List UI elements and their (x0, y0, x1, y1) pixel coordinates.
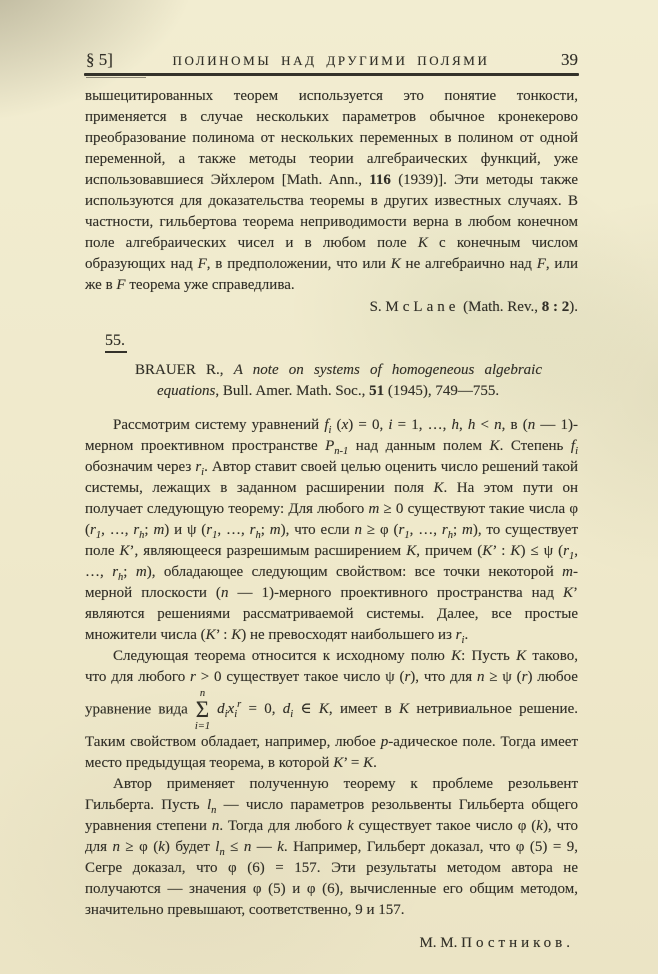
sum-lower-limit: i=1 (194, 720, 211, 732)
reviewer-initials: М. М. (419, 934, 458, 951)
reference-citation: BRAUER R., A note on systems of homogeneous algebraic equations, Bull. Amer. Math. Soc., 51 (1945), 749—755. (135, 362, 542, 399)
running-title: ПОЛИНОМЫ НАД ДРУГИМИ ПОЛЯМИ (172, 53, 490, 68)
page-number: 39 (560, 50, 578, 69)
reviewer-name: Постников. (461, 934, 574, 951)
header-rule (84, 73, 579, 76)
entry-number-block (105, 332, 578, 353)
paragraph-2-before-formula: Следующая теорема относится к исходному полю K: Пусть K таково, что для любого r > 0 существует такое число ψ (r), что для n ≥ ψ (r) любое уравнение вида (85, 648, 579, 718)
review-55-paragraph-3: Автор применяет полученную теорему к проблеме резольвент Гильберта. Пусть $l_n$ — число параметров резольвенты Гильберта общего уравнения степени n. Тогда для любого k существует такое число φ (k), что для n ≥ φ (k) будет $l_n \le n$ — k. Например, Гильберт доказал, что φ (5) = 9, Сегре доказал, что φ (6) = 157. Эти результаты методом автора не получаются — значения φ (5) и φ (6), вычисленные его общим методом, значительно превышают, соответственно, 9 и 157. (85, 775, 578, 918)
sum-upper-limit: n (199, 688, 206, 699)
summation-formula (195, 688, 210, 732)
reviewer-initial: S. (369, 299, 382, 315)
sigma-symbol: Σ (195, 697, 210, 723)
review-source: (Math. Rev., 8 : 2). (463, 299, 578, 315)
section-marker: § 5] (86, 50, 113, 69)
paragraph-2-after-formula: $d_ix_i^r = 0$, $d_i$ ∈ K, имеет в K нетривиальное решение. Таким свойством обладает, например, любое p-адическое поле. Тогда имеет место предыдущая теорема, в которой K’ = K. (85, 699, 578, 771)
review-55-paragraph-2 (85, 646, 578, 774)
review-55-signature (85, 935, 578, 952)
review-54-closing-paragraph: вышецитированных теорем используется это понятие тонкости, применяется в случае нескольких параметров обычное кронекерово преобразование полинома от нескольких переменных в полином от одной переменной, а также методы теории алгебраических функций, уже использовавшиеся Эйхлером [Math. Ann., 116 (1939)]. Эти методы также используются для доказательства теоремы в других известных случаях. В частности, гильбертова теорема неприводимости верна в любом конечном поле алгебраических чисел и в любом поле K с конечным числом образующих над F, в предположении, что или K не алгебраично над F, или же в F теорема уже справедлива. (85, 88, 578, 293)
entry-number: 55. (105, 332, 127, 353)
review-55-paragraph-1: Рассмотрим систему уравнений $f_i$ (x) = 0, i = 1, …, h, h < n, в (n — 1)-мерном проективном пространстве $P_{n-1}$ над данным полем K. Степень $f_i$ обозначим через $r_i$. Автор ставит своей целью оценить число решений такой системы, лежащих в заданном расширении поля K. На этом пути он получает следующую теорему: Для любого m ≥ 0 существуют такие числа φ ($r_1$, …, $r_h$; m) и ψ ($r_1$, …, $r_h$; m), что если n ≥ φ ($r_1$, …, $r_h$; m), то существует поле K’, являющееся разрешимым расширением K, причем (K’ : K) ≤ ψ ($r_1$, …, $r_h$; m), обладающее следующим свойством: все точки некоторой m-мерной плоскости (n — 1)-мерного проективного пространства над K’ являются решениями рассматриваемой системы. Далее, все простые множители числа (K’ : K) не превосходят наибольшего из $r_i$. (85, 417, 579, 646)
page-body (85, 86, 578, 952)
review-54-signature (85, 299, 578, 316)
reviewer-name: McLane (385, 299, 460, 315)
running-head (86, 50, 578, 70)
